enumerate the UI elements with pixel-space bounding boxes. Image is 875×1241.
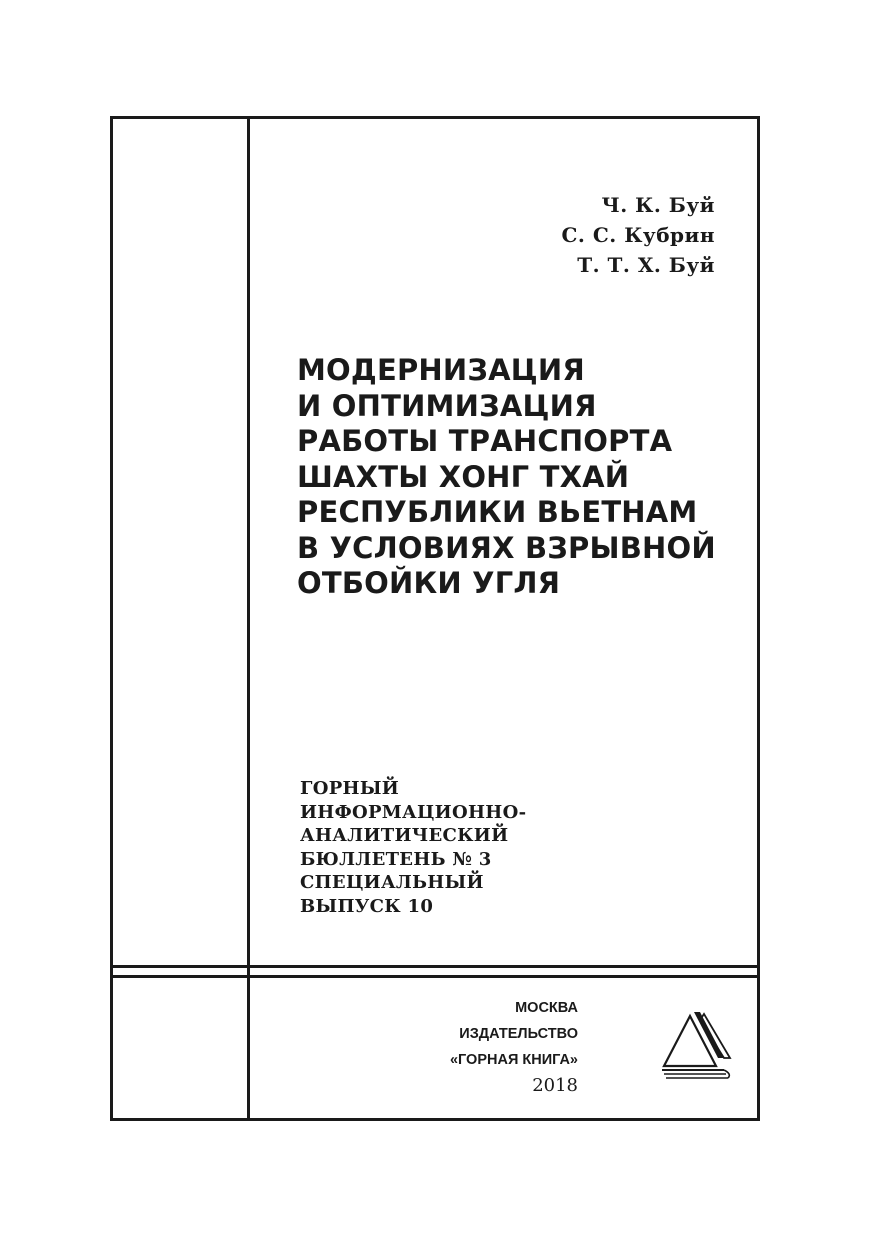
title-line: РЕСПУБЛИКИ ВЬЕТНАМ (297, 495, 698, 529)
title-line: И ОПТИМИЗАЦИЯ (297, 388, 597, 423)
vertical-rule (247, 116, 250, 1121)
title-line: РАБОТЫ ТРАНСПОРТА (297, 424, 673, 458)
imprint-block (420, 995, 578, 1099)
horizontal-rule-upper (110, 965, 760, 968)
publisher-logo-icon (660, 1010, 734, 1082)
series-line: СПЕЦИАЛЬНЫЙ (300, 872, 484, 893)
series-line: АНАЛИТИЧЕСКИЙ (300, 825, 509, 846)
title-line: МОДЕРНИЗАЦИЯ (297, 353, 585, 387)
title-line: ОТБОЙКИ УГЛЯ (297, 566, 561, 600)
author-name: Ч. К. Буй (601, 193, 715, 217)
series-line: ВЫПУСК 10 (300, 895, 434, 917)
series-line: ГОРНЫЙ (300, 778, 400, 799)
imprint-year: 2018 (532, 1075, 578, 1096)
imprint-city: МОСКВА (515, 1000, 578, 1016)
authors-block (562, 190, 715, 280)
imprint-publisher-name: «ГОРНАЯ КНИГА» (449, 1052, 578, 1068)
author-name: Т. Т. Х. Буй (577, 253, 715, 277)
imprint-publisher: ИЗДАТЕЛЬСТВО (459, 1026, 578, 1042)
book-title (297, 353, 737, 602)
series-info (300, 777, 600, 918)
horizontal-rule-lower (110, 975, 760, 978)
title-line: ШАХТЫ ХОНГ ТХАЙ (297, 459, 630, 494)
series-line: ИНФОРМАЦИОННО- (300, 801, 527, 823)
title-line: В УСЛОВИЯХ ВЗРЫВНОЙ (297, 530, 716, 565)
series-line: БЮЛЛЕТЕНЬ № 3 (300, 848, 492, 870)
author-name: С. С. Кубрин (561, 223, 715, 247)
